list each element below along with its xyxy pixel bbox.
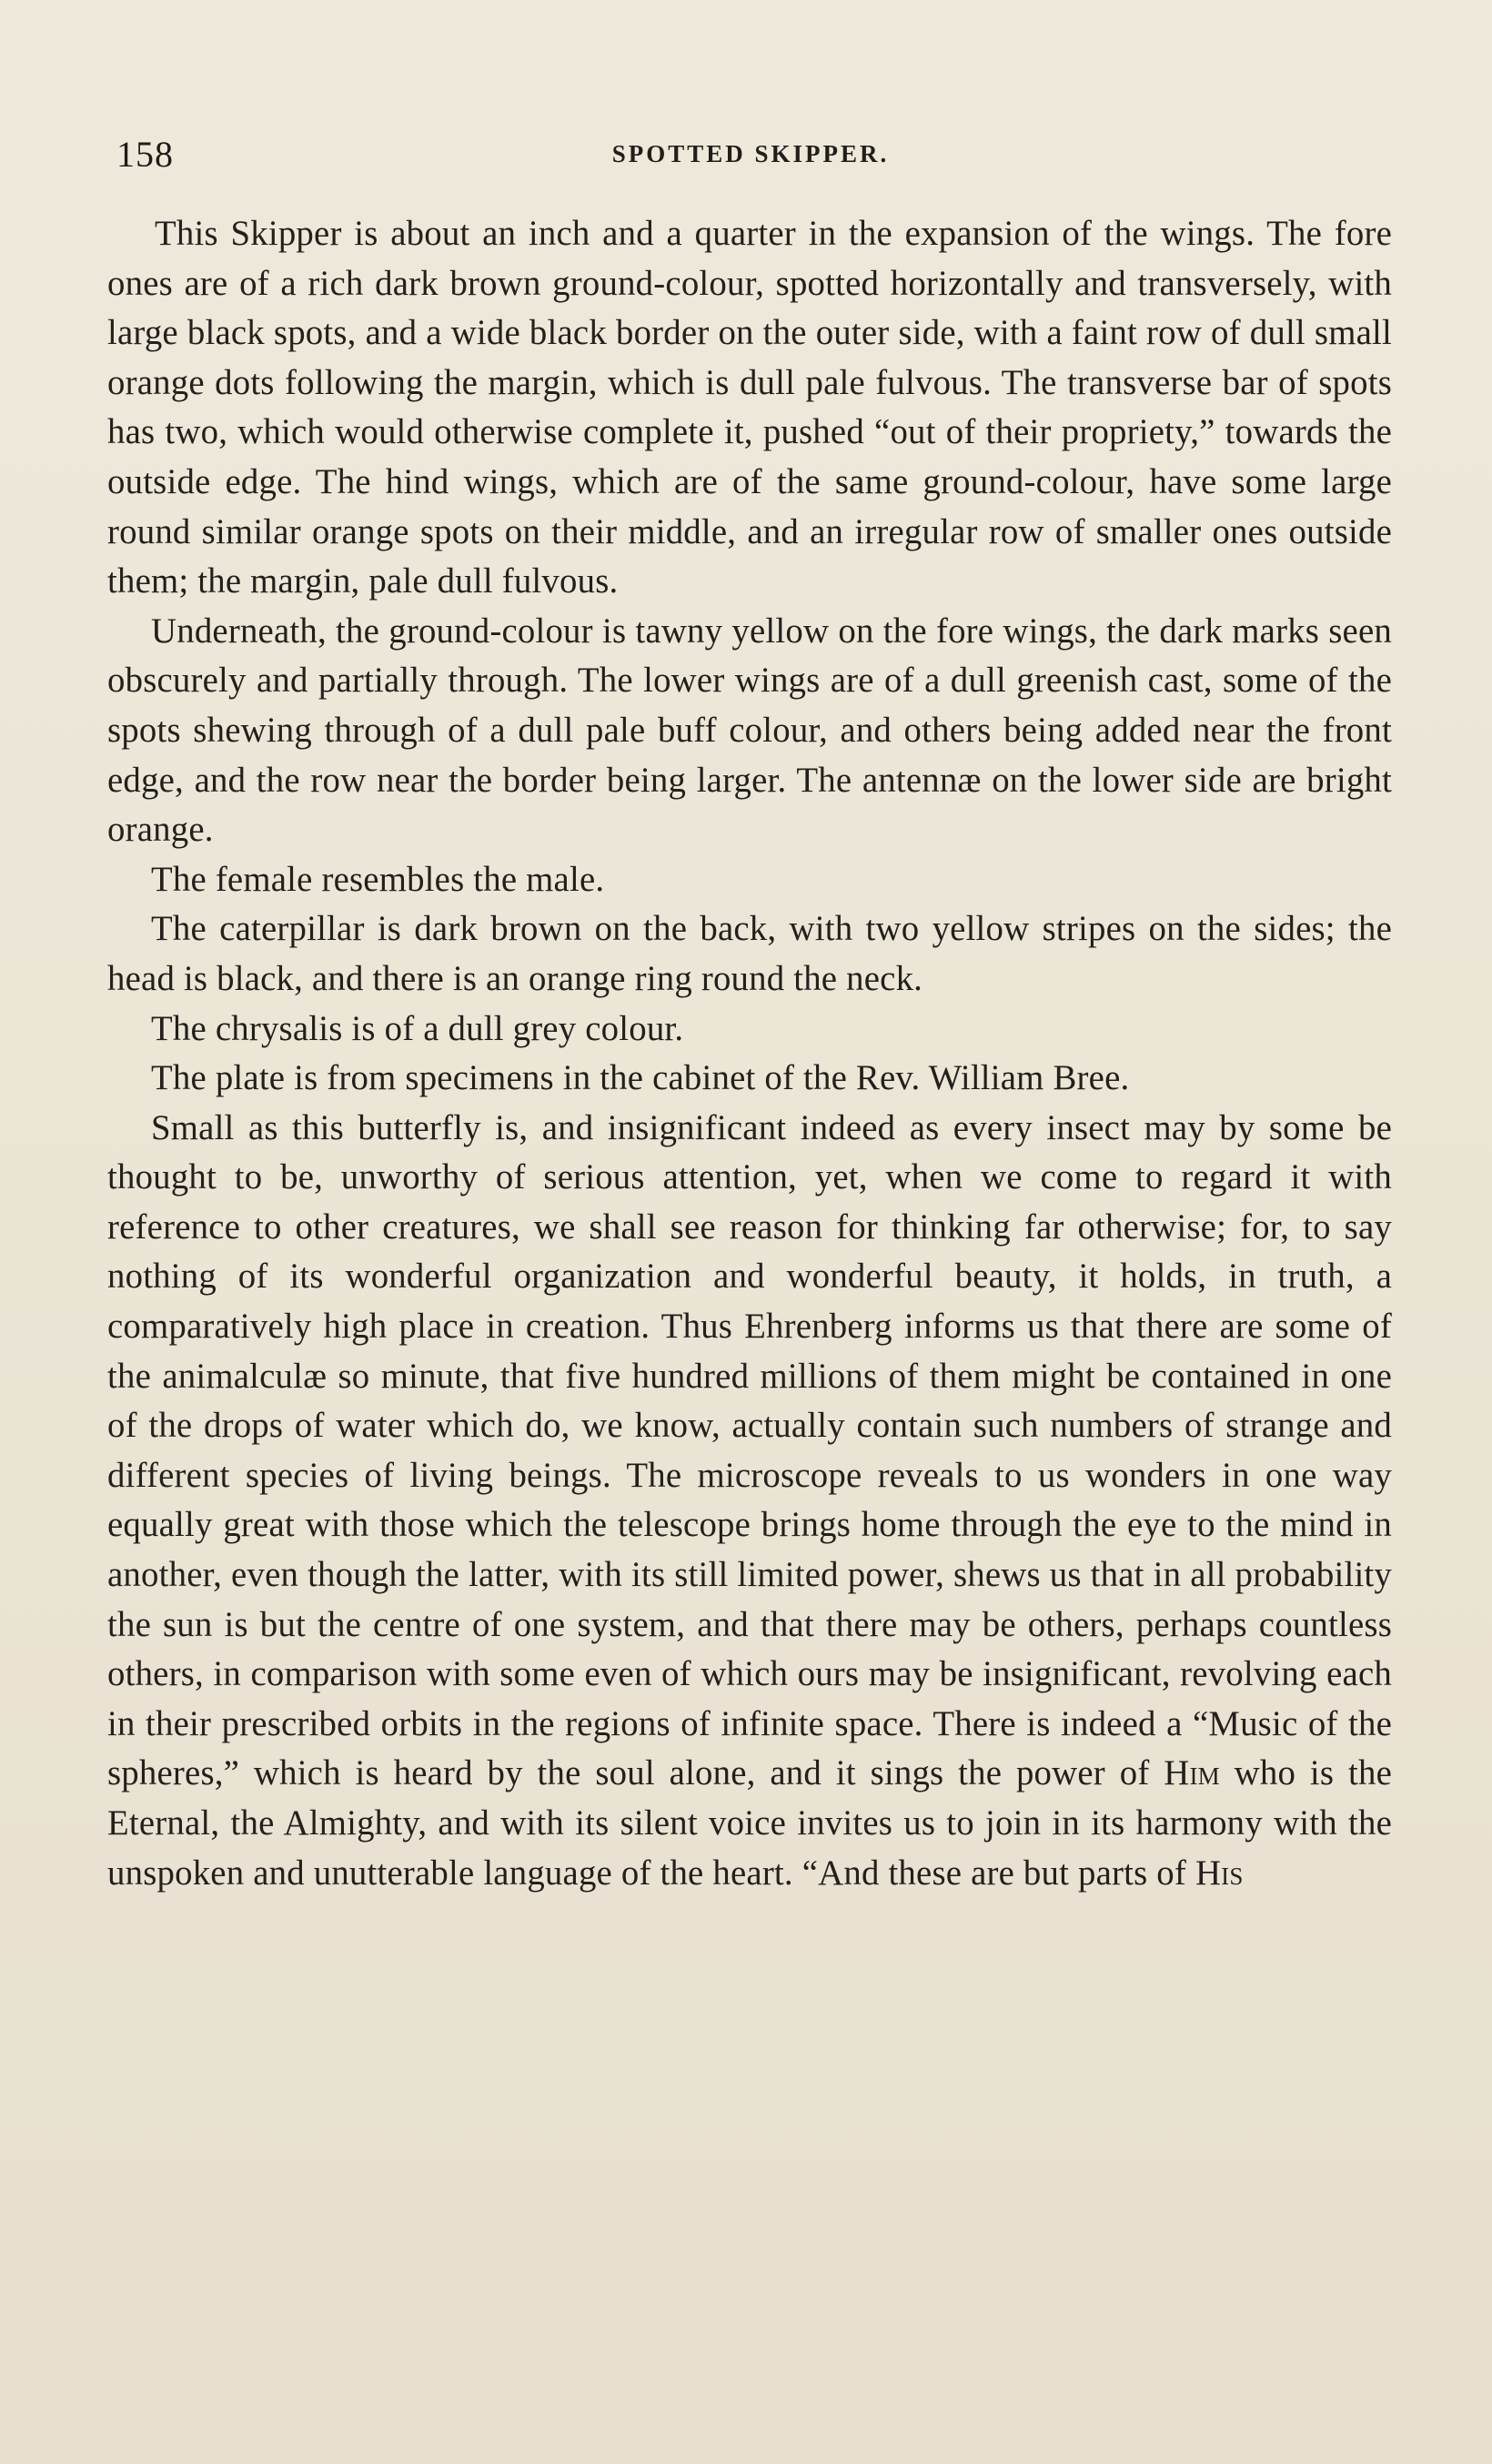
paragraph-underneath: Underneath, the ground-colour is tawny yellow on the fore wings, the dark marks seen obscurely and partially through. The lower wings are of a dull greenish cast, some of the spots shewing through of a dull pale buff colour, and others being added near the front edge, and the row near the border being larger. The antennæ on the lower side are bright orange. [107,611,1392,850]
page-number: 158 [116,134,174,175]
reflection-text-2: who is the Eternal, the Almighty, and with its silent voice invites us to join in its harmony with the unspoken and unutterable language of the heart. “And these are but parts of [107,1753,1392,1893]
paragraph-reflection [107,1104,1392,1899]
paragraph-plate: The plate is from specimens in the cabinet of the Rev. William Bree. [151,1058,1130,1098]
small-caps-him: Him [1164,1753,1220,1793]
paragraph-description: This Skipper is about an inch and a quarter in the expansion of the wings. The fore ones are of a rich dark brown ground-colour, spotted horizontally and transversely, with large black spots, and a wide black border on the outer side, with a faint row of dull small orange dots following the margin, which is dull pale fulvous. The transverse bar of spots has two, which would otherwise complete it, pushed “out of their propriety,” towards the outside edge. The hind wings, which are of the same ground-colour, have some large round similar orange spots on their middle, and an irregular row of smaller ones outside them; the margin, pale dull fulvous. [107,214,1392,601]
body-text [107,209,1392,1898]
paragraph-caterpillar: The caterpillar is dark brown on the back, with two yellow stripes on the sides; the head is black, and there is an orange ring round the neck. [107,909,1392,998]
small-caps-his: His [1195,1853,1244,1893]
paragraph-chrysalis: The chrysalis is of a dull grey colour. [151,1008,684,1048]
reflection-text-1: Small as this butterfly is, and insignificant indeed as every insect may by some be thought to be, unworthy of serious attention, yet, when we come to regard it with reference to other creatures, we shall see reason for thinking far otherwise; for, to say nothing of its wonderful organization and wonderful beauty, it holds, in truth, a comparatively high place in creation. Thus Ehrenberg informs us that there are some of the animalculæ so minute, that five hundred millions of them might be contained in one of the drops of water which do, we know, actually contain such numbers of strange and different species of living beings. The microscope reveals to us wonders in one way equally great with those which the telescope brings home through the eye to the mind in another, even though the latter, with its still limited power, shews us that in all probability the sun is but the centre of one system, and that there may be others, perhaps countless others, in comparison with some even of which ours may be insignificant, revolving each in their prescribed orbits in the regions of infinite space. There is indeed a “Music of the spheres,” which is heard by the soul alone, and it sings the power of [107,1107,1392,1793]
running-head: SPOTTED SKIPPER. [611,140,890,167]
page-header [109,127,1392,182]
paragraph-female: The female resembles the male. [151,859,605,899]
